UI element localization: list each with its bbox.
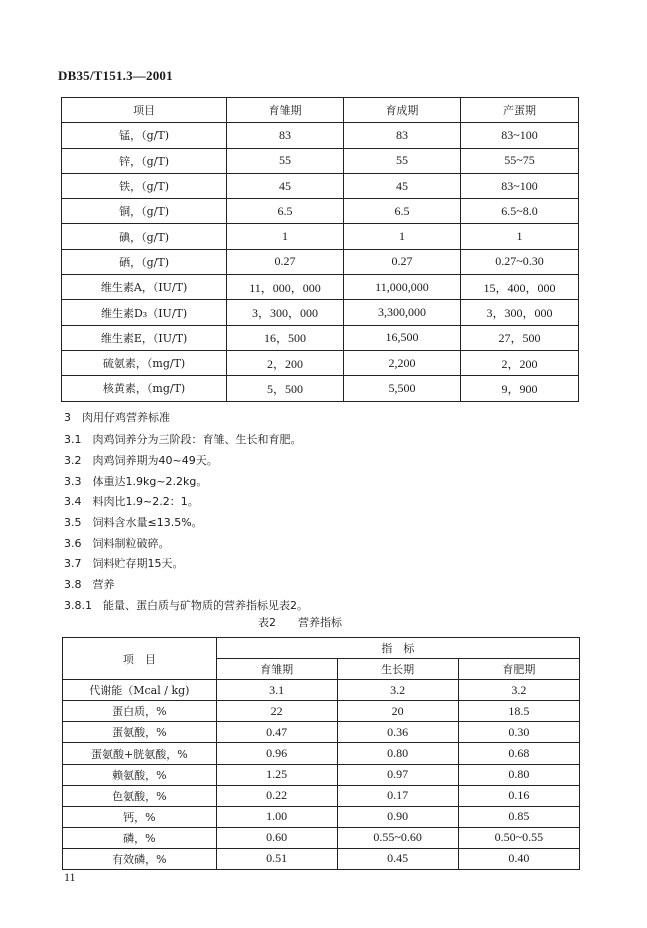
clause-text: 3.2 肉鸡饲养期为40~49天。 <box>64 454 218 467</box>
table-row <box>62 249 579 274</box>
row-label: 核黄素，（mg/T) <box>62 376 227 401</box>
column-header: 育雏期 <box>216 659 337 680</box>
row-label: 赖氨酸，% <box>63 764 217 785</box>
table-row <box>63 827 580 848</box>
clause-text: 3.7 饲料贮存期15天。 <box>64 557 184 570</box>
table-row <box>63 701 580 722</box>
table-cell: 2，200 <box>460 350 578 375</box>
table-row <box>62 123 579 148</box>
column-header: 育雏期 <box>227 98 344 123</box>
table-caption: 表2 营养指标 <box>258 616 342 629</box>
table-cell: 0.36 <box>337 722 458 743</box>
table-row <box>63 848 580 869</box>
table-cell: 18.5 <box>458 701 579 722</box>
table-cell: 0.17 <box>337 785 458 806</box>
table-cell: 5,500 <box>343 376 460 401</box>
table-cell: 6.5 <box>227 199 344 224</box>
table-cell: 3.2 <box>337 680 458 701</box>
row-label: 代谢能（Mcal / kg) <box>63 680 217 701</box>
table-cell: 55 <box>227 148 344 173</box>
table-cell: 0.27 <box>227 249 344 274</box>
table-cell: 0.16 <box>458 785 579 806</box>
table-cell: 3，300，000 <box>460 300 578 325</box>
table-row <box>62 300 579 325</box>
table-cell: 83~100 <box>460 123 578 148</box>
table-cell: 1 <box>460 224 578 249</box>
row-label: 蛋氨酸，% <box>63 722 217 743</box>
nutrition-index-table <box>62 637 580 870</box>
column-header: 育成期 <box>343 98 460 123</box>
table-row <box>63 722 580 743</box>
table-cell: 16，500 <box>227 325 344 350</box>
table-cell: 0.90 <box>337 806 458 827</box>
clause-text: 3.8 营养 <box>64 578 115 591</box>
table-cell: 6.5~8.0 <box>460 199 578 224</box>
table-cell: 3.2 <box>458 680 579 701</box>
table-cell: 83 <box>227 123 344 148</box>
table-cell: 27，500 <box>460 325 578 350</box>
clause-text: 3.8.1 能量、蛋白质与矿物质的营养指标见表2。 <box>64 599 308 612</box>
table-row <box>62 148 579 173</box>
table-cell: 0.97 <box>337 764 458 785</box>
clause-text: 3.3 体重达1.9kg~2.2kg。 <box>64 475 208 488</box>
table-row <box>62 350 579 375</box>
table-row <box>62 275 579 300</box>
row-label: 色氨酸，% <box>63 785 217 806</box>
clause-text: 3.1 肉鸡饲养分为三阶段：育雏、生长和育肥。 <box>64 433 302 446</box>
row-label: 锌，（g/T) <box>62 148 227 173</box>
table-cell: 0.27 <box>343 249 460 274</box>
table-cell: 1.25 <box>216 764 337 785</box>
table-cell: 11，000，000 <box>227 275 344 300</box>
table-cell: 0.96 <box>216 743 337 764</box>
table-row <box>62 224 579 249</box>
document-code: DB35/T151.3—2001 <box>58 68 173 83</box>
table-row <box>63 680 580 701</box>
table-cell: 0.85 <box>458 806 579 827</box>
row-label: 有效磷，% <box>63 848 217 869</box>
table-cell: 22 <box>216 701 337 722</box>
table-cell: 3，300，000 <box>227 300 344 325</box>
table-cell: 0.30 <box>458 722 579 743</box>
group-header: 指 标 <box>216 638 579 659</box>
row-label: 铜，（g/T) <box>62 199 227 224</box>
table-cell: 0.55~0.60 <box>337 827 458 848</box>
table-cell: 0.51 <box>216 848 337 869</box>
clause-text: 3.5 饲料含水量≤13.5%。 <box>64 516 203 529</box>
table-cell: 1.00 <box>216 806 337 827</box>
section-heading: 3 肉用仔鸡营养标准 <box>64 411 170 424</box>
table-cell: 3.1 <box>216 680 337 701</box>
table-cell: 45 <box>343 173 460 198</box>
row-label: 蛋白质，% <box>63 701 217 722</box>
table-cell: 0.60 <box>216 827 337 848</box>
table-cell: 11,000,000 <box>343 275 460 300</box>
table-row <box>63 764 580 785</box>
table-cell: 2，200 <box>227 350 344 375</box>
column-header: 生长期 <box>337 659 458 680</box>
page-number: 11 <box>64 870 76 884</box>
table-cell: 55 <box>343 148 460 173</box>
table-cell: 9，900 <box>460 376 578 401</box>
column-header: 产蛋期 <box>460 98 578 123</box>
row-label: 维生素A，（IU/T) <box>62 275 227 300</box>
table-cell: 55~75 <box>460 148 578 173</box>
table-cell: 0.27~0.30 <box>460 249 578 274</box>
row-label: 磷，% <box>63 827 217 848</box>
clause-text: 3.4 料肉比1.9~2.2：1。 <box>64 495 199 508</box>
table-row <box>63 785 580 806</box>
table-row <box>62 376 579 401</box>
table-cell: 5，500 <box>227 376 344 401</box>
row-label: 碘，（g/T) <box>62 224 227 249</box>
row-label: 锰，（g/T) <box>62 123 227 148</box>
column-header: 项 目 <box>63 638 217 680</box>
table-header-row <box>62 98 579 123</box>
table-cell: 0.40 <box>458 848 579 869</box>
row-label: 钙，% <box>63 806 217 827</box>
table-cell: 3,300,000 <box>343 300 460 325</box>
column-header: 项目 <box>62 98 227 123</box>
row-label: 蛋氨酸+胱氨酸，% <box>63 743 217 764</box>
table-header-row <box>63 638 580 659</box>
table-cell: 83 <box>343 123 460 148</box>
table-cell: 0.47 <box>216 722 337 743</box>
table-cell: 15，400，000 <box>460 275 578 300</box>
table-cell: 0.45 <box>337 848 458 869</box>
table-row <box>62 325 579 350</box>
row-label: 硫氨素，（mg/T) <box>62 350 227 375</box>
table-cell: 0.80 <box>458 764 579 785</box>
trace-mineral-vitamin-table <box>61 97 579 402</box>
row-label: 硒，（g/T) <box>62 249 227 274</box>
row-label: 维生素D₃（IU/T) <box>62 300 227 325</box>
table-cell: 6.5 <box>343 199 460 224</box>
table-cell: 16,500 <box>343 325 460 350</box>
table-row <box>63 806 580 827</box>
table-cell: 1 <box>343 224 460 249</box>
row-label: 维生素E，（IU/T) <box>62 325 227 350</box>
clause-text: 3.6 饲料制粒破碎。 <box>64 537 170 550</box>
table-row <box>62 173 579 198</box>
table-cell: 0.50~0.55 <box>458 827 579 848</box>
table-cell: 1 <box>227 224 344 249</box>
row-label: 铁，（g/T) <box>62 173 227 198</box>
table-cell: 20 <box>337 701 458 722</box>
table-cell: 0.80 <box>337 743 458 764</box>
table-row <box>62 199 579 224</box>
table-cell: 45 <box>227 173 344 198</box>
table-cell: 0.68 <box>458 743 579 764</box>
table-cell: 83~100 <box>460 173 578 198</box>
table-row <box>63 743 580 764</box>
column-header: 育肥期 <box>458 659 579 680</box>
table-cell: 0.22 <box>216 785 337 806</box>
table-cell: 2,200 <box>343 350 460 375</box>
